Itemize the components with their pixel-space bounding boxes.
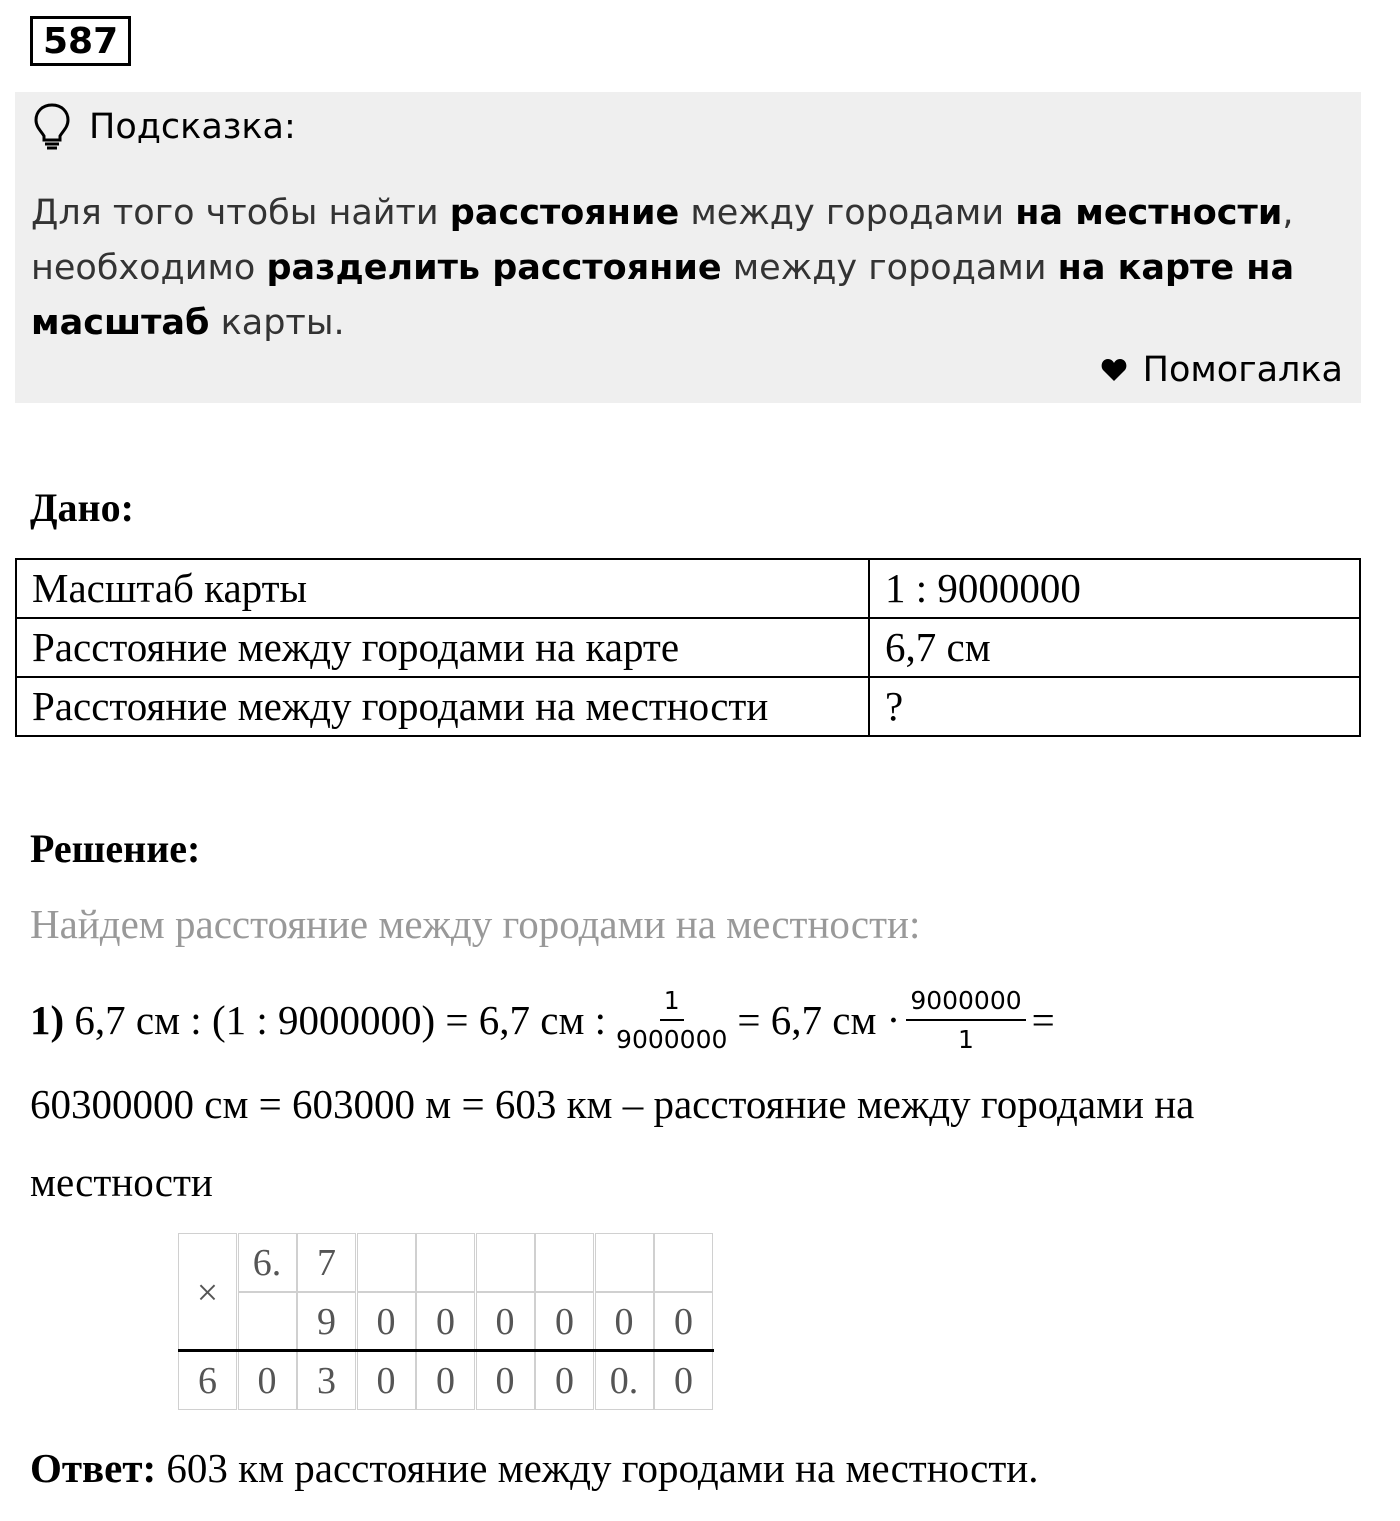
lightbulb-icon (33, 102, 71, 152)
calc-cell: 0 (476, 1292, 535, 1351)
calc-cell: 0 (535, 1351, 594, 1410)
hint-text-bold: на карте на масштаб (31, 248, 1295, 343)
hint-text (31, 186, 1331, 351)
given-label: Масштаб карты (16, 559, 869, 618)
hint-text-segment: между городами (679, 193, 1016, 233)
calc-cell (416, 1233, 475, 1292)
table-row (16, 618, 1360, 677)
step-part: = 6,7 см · (737, 997, 901, 1043)
hint-text-segment: карты. (209, 303, 345, 343)
calc-cell: 9 (297, 1292, 356, 1351)
calc-cell (238, 1292, 297, 1351)
given-label: Расстояние между городами на карте (16, 618, 869, 677)
calc-cell: 0 (357, 1292, 416, 1351)
calc-cell (595, 1233, 654, 1292)
hint-text-segment: , необходимо (31, 193, 1294, 288)
fraction (906, 986, 1025, 1054)
fraction (612, 986, 731, 1054)
fraction-numerator: 9000000 (906, 986, 1025, 1021)
calc-cell: 0 (595, 1292, 654, 1351)
calc-cell: 0 (654, 1292, 713, 1351)
calc-cell: 0 (416, 1351, 475, 1410)
given-value: ? (869, 677, 1360, 736)
answer-label: Ответ: (30, 1445, 157, 1491)
calc-cell: 0. (595, 1351, 654, 1410)
heart-icon (1101, 358, 1127, 382)
fraction-denominator: 1 (958, 1025, 974, 1054)
brand-name: Помогалка (1142, 350, 1343, 390)
answer-text: 603 км расстояние между городами на местности. (156, 1445, 1039, 1491)
hint-text-bold: расстояние (449, 193, 680, 233)
given-table (15, 558, 1361, 737)
step-part: 6,7 см : (1 : 9000000) = 6,7 см : (74, 997, 607, 1043)
answer (30, 1444, 1039, 1492)
hint-text-segment: Для того чтобы найти (31, 193, 450, 233)
calc-cell (535, 1233, 594, 1292)
brand (1101, 350, 1343, 390)
given-value: 6,7 см (869, 618, 1360, 677)
calc-cell (357, 1233, 416, 1292)
step-label: 1) (30, 997, 65, 1043)
calc-cell (476, 1233, 535, 1292)
calc-cell: 6. (238, 1233, 297, 1292)
task-number: 587 (30, 16, 131, 66)
fraction-numerator: 1 (660, 986, 684, 1021)
solution-intro: Найдем расстояние между городами на местности: (30, 901, 921, 947)
calc-cell: 0 (357, 1351, 416, 1410)
calc-cell: 0 (238, 1351, 297, 1410)
hint-text-bold: на местности (1015, 193, 1283, 233)
calc-cell: 0 (416, 1292, 475, 1351)
table-row (16, 677, 1360, 736)
calc-cell: 0 (535, 1292, 594, 1351)
solution-heading: Решение: (30, 826, 201, 871)
multiply-sign: × (178, 1233, 237, 1351)
step-part: = (1031, 997, 1055, 1043)
hint-text-segment: между городами (721, 248, 1058, 288)
given-value: 1 : 9000000 (869, 559, 1360, 618)
calc-cell: 3 (297, 1351, 356, 1410)
hint-header (33, 102, 296, 152)
calc-cell: 7 (297, 1233, 356, 1292)
hint-text-bold: разделить расстояние (266, 248, 722, 288)
hint-title: Подсказка: (89, 107, 296, 147)
solution-step-1 (30, 982, 1055, 1058)
calc-cell: 0 (476, 1351, 535, 1410)
hint-box (15, 92, 1361, 403)
given-label: Расстояние между городами на местности (16, 677, 869, 736)
table-row (16, 559, 1360, 618)
given-heading: Дано: (30, 485, 134, 530)
solution-line: 60300000 см = 603000 м = 603 км – расстояние между городами на (30, 1081, 1195, 1127)
fraction-denominator: 9000000 (616, 1025, 728, 1054)
column-multiplication (178, 1233, 714, 1410)
calc-cell (654, 1233, 713, 1292)
result-divider (178, 1349, 714, 1352)
solution-line: местности (30, 1159, 213, 1205)
calc-cell: 0 (654, 1351, 713, 1410)
calc-cell: 6 (178, 1351, 237, 1410)
